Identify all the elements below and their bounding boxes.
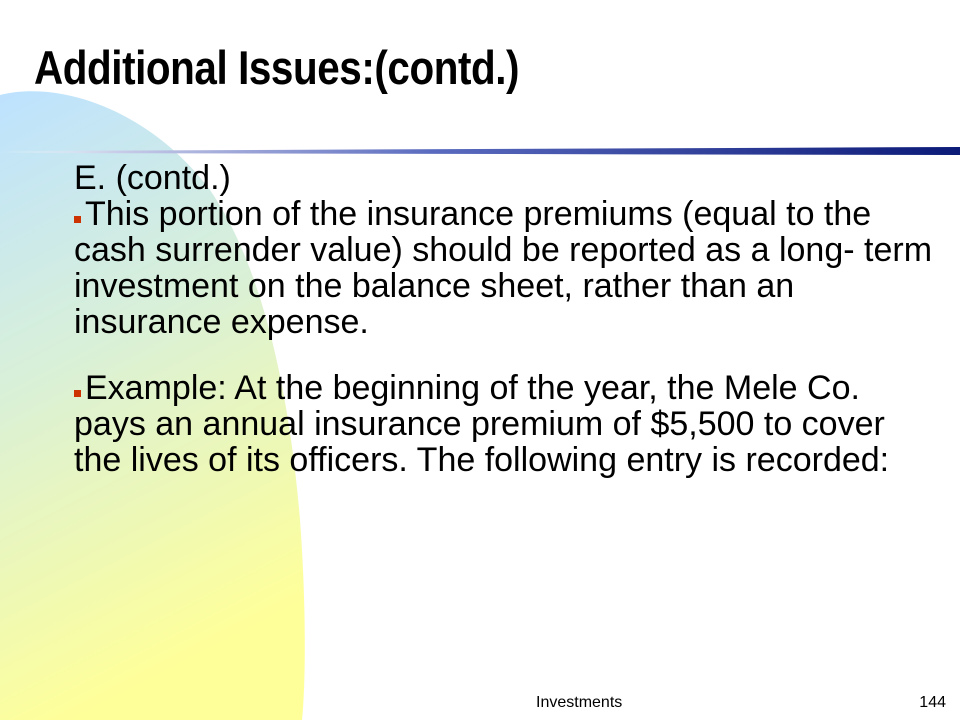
square-bullet-icon xyxy=(74,390,81,397)
bullet-item xyxy=(74,196,934,340)
title-divider-rule xyxy=(0,146,960,158)
section-heading: E. (contd.) xyxy=(74,159,231,197)
bullet-text: Example: At the beginning of the year, the Mele Co. pays an annual insurance premium of $5,500 to cover the lives of its officers. The following entry is recorded: xyxy=(74,369,890,479)
footer-title: Investments xyxy=(536,694,623,711)
bullet-text: This portion of the insurance premiums (equal to the cash surrender value) should be reported as a long- term investment on the balance sheet, rather than an insurance expense. xyxy=(74,195,933,341)
slide-body xyxy=(74,160,934,478)
page-number: 144 xyxy=(919,694,946,711)
slide-title: Additional Issues:(contd.) xyxy=(34,41,520,94)
bullet-item xyxy=(74,370,934,478)
square-bullet-icon xyxy=(74,216,81,223)
